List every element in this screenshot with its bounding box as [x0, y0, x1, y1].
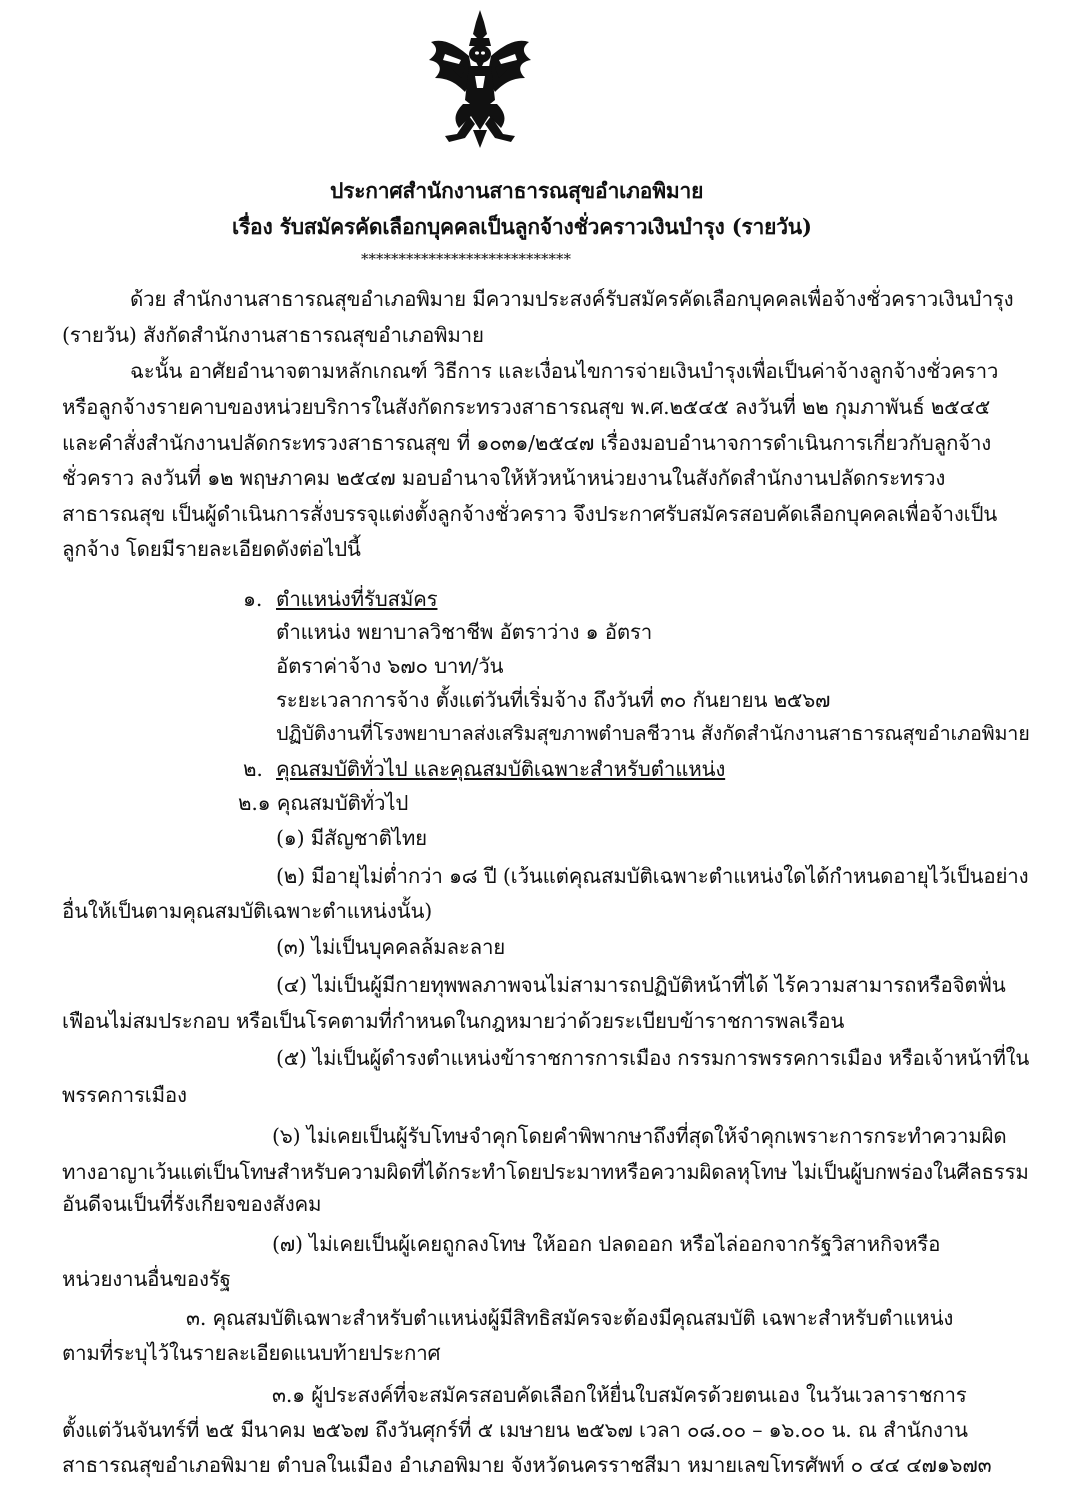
authority-paragraph-line: สาธารณสุข เป็นผู้ดำเนินการสั่งบรรจุแต่งตั้งลูกจ้างชั่วคราว จึงประกาศรับสมัครสอบคัดเลือกบุคคลเพื่อจ้างเป็น [62, 502, 998, 526]
authority-paragraph-line: หรือลูกจ้างรายคาบของหน่วยบริการในสังกัดกระทรวงสาธารณสุข พ.ศ.๒๕๔๕ ลงวันที่ ๒๒ กุมภาพันธ์ ๒๕๔๕ [62, 395, 991, 419]
section-3-1-line: ตั้งแต่วันจันทร์ที่ ๒๕ มีนาคม ๒๕๖๗ ถึงวันศุกร์ที่ ๕ เมษายน ๒๕๖๗ เวลา ๐๘.๐๐ – ๑๖.๐๐ น. ณ สำนักงาน [62, 1418, 968, 1442]
section-2-heading: คุณสมบัติทั่วไป และคุณสมบัติเฉพาะสำหรับตำแหน่ง [276, 757, 726, 781]
qualification-item-continued: เฟือนไม่สมประกอบ หรือเป็นโรคตามที่กำหนดในกฎหมายว่าด้วยระเบียบข้าราชการพลเรือน [62, 1009, 845, 1033]
intro-paragraph-line: (รายวัน) สังกัดสำนักงานสาธารณสุขอำเภอพิมาย [62, 323, 484, 347]
position-line: ตำแหน่ง พยาบาลวิชาชีพ อัตราว่าง ๑ อัตรา [276, 620, 653, 644]
workplace-line: ปฏิบัติงานที่โรงพยาบาลส่งเสริมสุขภาพตำบลชีวาน สังกัดสำนักงานสาธารณสุขอำเภอพิมาย [276, 722, 1030, 745]
section-3-1-line: ๓.๑ ผู้ประสงค์ที่จะสมัครสอบคัดเลือกให้ยื่นใบสมัครด้วยตนเอง ในวันเวลาราชการ [272, 1383, 967, 1407]
qualification-item: (๖) ไม่เคยเป็นผู้รับโทษจำคุกโดยคำพิพากษาถึงที่สุดให้จำคุกเพราะการกระทำความผิด [272, 1124, 1007, 1148]
qualification-item-continued: หน่วยงานอื่นของรัฐ [62, 1267, 231, 1291]
qualification-item: (๕) ไม่เป็นผู้ดำรงตำแหน่งข้าราชการการเมือง กรรมการพรรคการเมือง หรือเจ้าหน้าที่ใน [276, 1046, 1030, 1070]
announcement-title: ประกาศสำนักงานสาธารณสุขอำเภอพิมาย [330, 178, 704, 203]
qualification-item: (๓) ไม่เป็นบุคคลล้มละลาย [276, 935, 506, 959]
garuda-emblem-icon [425, 8, 535, 150]
section-2-1-heading: ๒.๑ คุณสมบัติทั่วไป [238, 791, 409, 815]
intro-paragraph-line: ด้วย สำนักงานสาธารณสุขอำเภอพิมาย มีความประสงค์รับสมัครคัดเลือกบุคคลเพื่อจ้างชั่วคราวเงินบำรุง [130, 287, 1014, 311]
authority-paragraph-line: ฉะนั้น อาศัยอำนาจตามหลักเกณฑ์ วิธีการ และเงื่อนไขการจ่ายเงินบำรุงเพื่อเป็นค่าจ้างลูกจ้างชั่วคราว [130, 359, 999, 383]
authority-paragraph-line: ลูกจ้าง โดยมีรายละเอียดดังต่อไปนี้ [62, 537, 361, 561]
section-2-number: ๒. [243, 757, 263, 781]
section-1-number: ๑. [243, 587, 263, 611]
qualification-item-continued: อื่นให้เป็นตามคุณสมบัติเฉพาะตำแหน่งนั้น) [62, 899, 433, 923]
section-1-heading: ตำแหน่งที่รับสมัคร [276, 587, 438, 611]
announcement-subject: เรื่อง รับสมัครคัดเลือกบุคคลเป็นลูกจ้างชั่วคราวเงินบำรุง (รายวัน) [232, 214, 812, 239]
employment-period-line: ระยะเวลาการจ้าง ตั้งแต่วันที่เริ่มจ้าง ถึงวันที่ ๓๐ กันยายน ๒๕๖๗ [276, 688, 831, 712]
wage-line: อัตราค่าจ้าง ๖๗๐ บาท/วัน [276, 654, 504, 678]
qualification-item: (๒) มีอายุไม่ต่ำกว่า ๑๘ ปี (เว้นแต่คุณสมบัติเฉพาะตำแหน่งใดได้กำหนดอายุไว้เป็นอย่าง [276, 864, 1029, 888]
authority-paragraph-line: และคำสั่งสำนักงานปลัดกระทรวงสาธารณสุข ที่ ๑๐๓๑/๒๕๔๗ เรื่องมอบอำนาจการดำเนินการเกี่ยวกับลูกจ้าง [62, 431, 992, 455]
section-3-line: ตามที่ระบุไว้ในรายละเอียดแนบท้ายประกาศ [62, 1341, 441, 1365]
qualification-item-continued: พรรคการเมือง [62, 1083, 187, 1107]
qualification-item-continued: ทางอาญาเว้นแต่เป็นโทษสำหรับความผิดที่ได้กระทำโดยประมาทหรือความผิดลหุโทษ ไม่เป็นผู้บกพร่องในศีลธรรม [62, 1160, 1029, 1184]
qualification-item: (๑) มีสัญชาติไทย [276, 826, 427, 850]
qualification-item: (๗) ไม่เคยเป็นผู้เคยถูกลงโทษ ให้ออก ปลดออก หรือไล่ออกจากรัฐวิสาหกิจหรือ [272, 1232, 941, 1256]
section-3-1-line: สาธารณสุขอำเภอพิมาย ตำบลในเมือง อำเภอพิมาย จังหวัดนครราชสีมา หมายเลขโทรศัพท์ ๐ ๔๔ ๔๗๑๖๗๓ [62, 1453, 992, 1477]
authority-paragraph-line: ชั่วคราว ลงวันที่ ๑๒ พฤษภาคม ๒๕๔๗ มอบอำนาจให้หัวหน้าหน่วยงานในสังกัดสำนักงานปลัดกระทรวง [62, 466, 946, 490]
title-divider: **************************** [361, 250, 571, 268]
qualification-item-continued: อันดีจนเป็นที่รังเกียจของสังคม [62, 1192, 322, 1216]
section-3-line: ๓. คุณสมบัติเฉพาะสำหรับตำแหน่งผู้มีสิทธิสมัครจะต้องมีคุณสมบัติ เฉพาะสำหรับตำแหน่ง [186, 1306, 954, 1330]
qualification-item: (๔) ไม่เป็นผู้มีกายทุพพลภาพจนไม่สามารถปฏิบัติหน้าที่ได้ ไร้ความสามารถหรือจิตฟั่น [276, 973, 1006, 997]
